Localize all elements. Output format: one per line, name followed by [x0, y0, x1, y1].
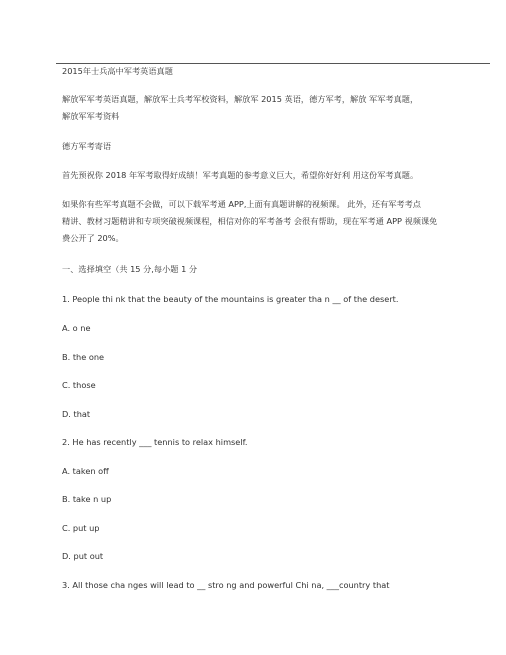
header-rule: [56, 63, 490, 64]
intro-paragraph: 首先预祝你 2018 年军考取得好成绩！军考真题的参考意义巨大，希望你好好利 用这份军考真题。: [62, 170, 419, 180]
promo-line-3: 费公开了 20%。: [62, 233, 124, 243]
promo-line-2: 精讲、教材习题精讲和专项突破视频课程，相信对你的军考备考 会很有帮助，现在军考通 APP 视频课免: [62, 216, 438, 226]
question-2-option-a: A. taken off: [62, 466, 109, 476]
question-2-stem: 2. He has recently ___ tennis to relax himself.: [62, 437, 248, 447]
question-3-stem: 3. All those cha nges will lead to __ stro ng and powerful Chi na, ___country that: [62, 580, 390, 590]
question-1-option-c: C. those: [62, 380, 96, 390]
promo-line-1: 如果你有些军考真题不会做，可以下载军考通 APP,上面有真题讲解的视频课。 此外，还有军考考点: [62, 199, 421, 209]
channel-heading: 德方军考寄语: [62, 141, 112, 151]
question-1-option-a: A. o ne: [62, 323, 91, 333]
question-2-option-b: B. take n up: [62, 494, 112, 504]
question-1-stem: 1. People thi nk that the beauty of the mountains is greater tha n __ of the desert.: [62, 294, 399, 304]
section-heading: 一、选择填空（共 15 分,每小题 1 分: [62, 264, 198, 274]
keywords-line-2: 解放军军考资料: [62, 111, 120, 121]
question-2-option-c: C. put up: [62, 523, 100, 533]
question-1-option-d: D. that: [62, 409, 91, 419]
document-title: 2015年士兵高中军考英语真题: [62, 66, 173, 76]
question-1-option-b: B. the one: [62, 352, 105, 362]
question-2-option-d: D. put out: [62, 551, 104, 561]
keywords-line-1: 解放军军考英语真题，解放军士兵考军校资料，解放军 2015 英语，德方军考，解放 军军考真题，: [62, 94, 419, 104]
